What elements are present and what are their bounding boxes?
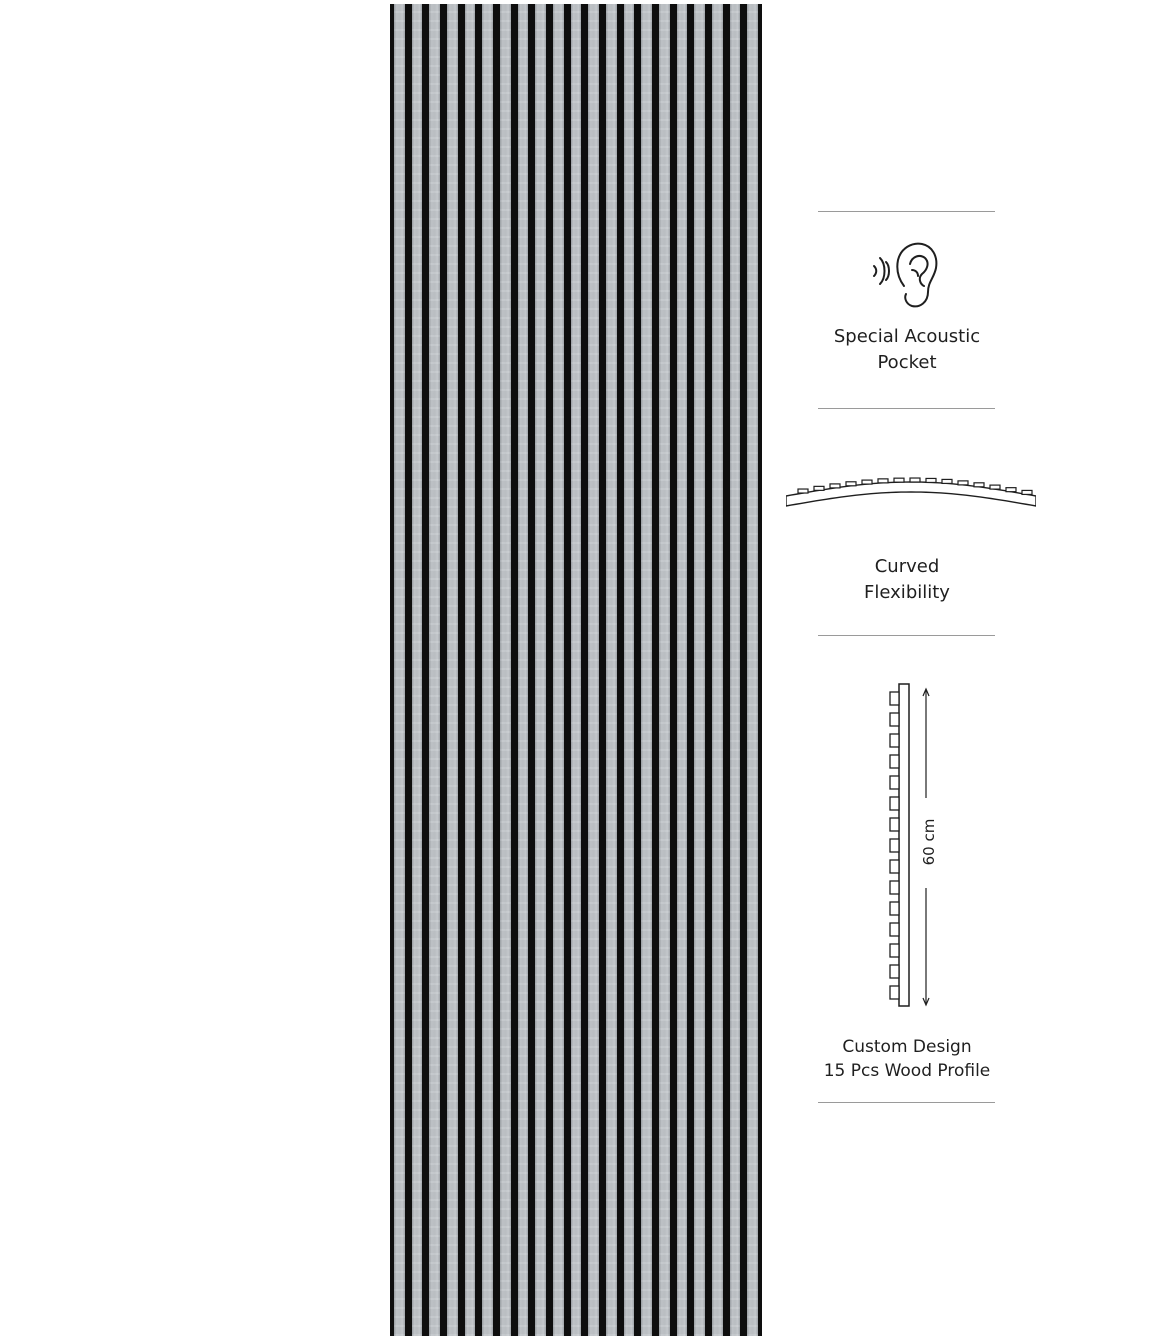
panel-slat <box>394 4 405 1336</box>
panel-slat <box>553 4 564 1336</box>
divider-1 <box>818 408 995 409</box>
panel-slat <box>500 4 511 1336</box>
panel-slat <box>588 4 599 1336</box>
panel-slat <box>677 4 688 1336</box>
panel-slat <box>641 4 652 1336</box>
panel-slat <box>535 4 546 1336</box>
dimension-label: 60 cm <box>920 818 938 866</box>
panel-slat <box>694 4 705 1336</box>
panel-slat <box>429 4 440 1336</box>
acoustic-slat-panel <box>390 4 762 1336</box>
panel-slat <box>730 4 741 1336</box>
panel-slat <box>571 4 582 1336</box>
panel-slat <box>447 4 458 1336</box>
panel-slat <box>624 4 635 1336</box>
divider-top <box>818 211 995 212</box>
panel-slat <box>482 4 493 1336</box>
panel-slat <box>465 4 476 1336</box>
feature-acoustic-label <box>800 324 1014 376</box>
feature-profile-label <box>800 1035 1014 1083</box>
panel-slat <box>412 4 423 1336</box>
panel-slat <box>659 4 670 1336</box>
feature-profile-line-2: 15 Pcs Wood Profile <box>823 1061 991 1081</box>
feature-curved-line-1: Curved <box>874 556 940 577</box>
divider-2 <box>818 635 995 636</box>
feature-profile-line-1: Custom Design <box>842 1037 972 1057</box>
ear-sound-icon <box>868 236 948 312</box>
feature-acoustic-line-1: Special Acoustic <box>833 326 981 347</box>
wood-profile-icon <box>880 680 950 1014</box>
feature-acoustic-line-2: Pocket <box>877 352 937 373</box>
divider-bottom <box>818 1102 995 1103</box>
panel-slat <box>712 4 723 1336</box>
feature-curved-label <box>800 554 1014 606</box>
panel-slat <box>747 4 758 1336</box>
panel-slat <box>606 4 617 1336</box>
curved-panel-icon <box>786 474 1036 514</box>
feature-curved-line-2: Flexibility <box>864 582 950 603</box>
panel-slat <box>518 4 529 1336</box>
